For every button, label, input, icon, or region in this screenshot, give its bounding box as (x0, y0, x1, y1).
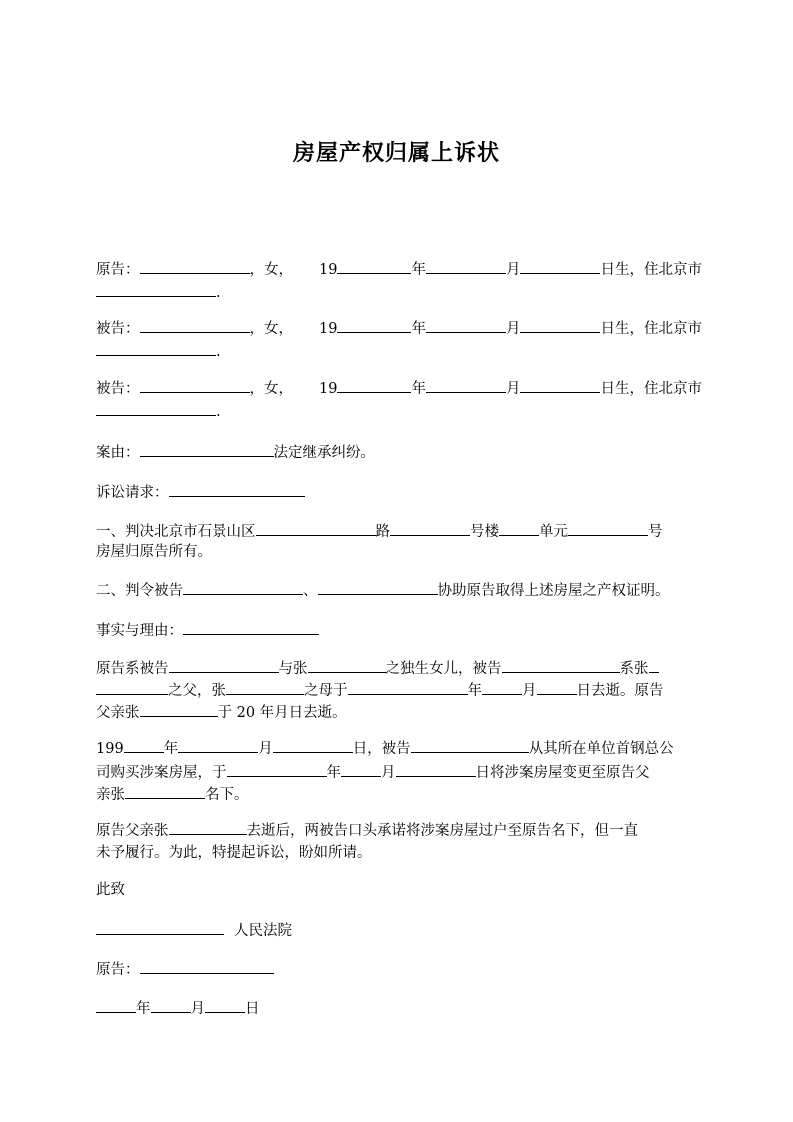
party-line-1: 原告： ，女， 19 年 月 日生，住北京市 (96, 259, 702, 280)
address-blank[interactable] (96, 401, 216, 416)
blank[interactable] (178, 738, 258, 753)
blank[interactable] (308, 658, 386, 673)
blank[interactable] (411, 738, 529, 753)
facts-heading: 事实与理由： (96, 620, 319, 641)
blank[interactable] (273, 738, 353, 753)
year-blank[interactable] (337, 259, 411, 274)
blank[interactable] (649, 658, 659, 673)
claim-1: 一、判决北京市石景山区 路 号楼 单元 号 (96, 521, 663, 542)
claim-1-cont: 房屋归原告所有。 (96, 544, 212, 560)
blank[interactable] (226, 680, 304, 695)
blank[interactable] (482, 680, 522, 695)
fact-2-line-2: 司购买涉案房屋，于 年 月 日将涉案房屋变更至原告父 (96, 762, 650, 783)
claims-blank[interactable] (169, 482, 305, 497)
name-blank[interactable] (140, 318, 250, 333)
day-blank[interactable] (520, 378, 600, 393)
party-line-3: 被告： ，女， 19 年 月 日生，住北京市 (96, 378, 702, 399)
day-blank[interactable] (520, 318, 600, 333)
claim-2: 二、判令被告 、 协助原告取得上述房屋之产权证明。 (96, 580, 670, 601)
cause-line: 案由： 法定继承纠纷。 (96, 442, 375, 463)
unit-blank[interactable] (499, 521, 539, 536)
building-blank[interactable] (390, 521, 470, 536)
facts-blank[interactable] (183, 620, 319, 635)
fact-1-line-3: 父亲张 于 20 年月日去逝。 (96, 702, 347, 723)
plaintiff-signature: 原告： (96, 959, 274, 980)
blank[interactable] (396, 762, 476, 777)
claims-heading: 诉讼请求： (96, 482, 305, 503)
fact-1-line-2: 之父，张 之母于 年 月 日去逝。原告 (96, 680, 664, 701)
signature-blank[interactable] (140, 959, 274, 974)
month-blank[interactable] (426, 378, 506, 393)
year-blank[interactable] (96, 998, 136, 1013)
blank[interactable] (227, 762, 327, 777)
month-blank[interactable] (151, 998, 191, 1013)
day-blank[interactable] (205, 998, 245, 1013)
cause-blank[interactable] (140, 442, 274, 457)
date-line: 年 月 日 (96, 998, 260, 1019)
party-line-2: 被告： ，女， 19 年 月 日生，住北京市 (96, 318, 702, 339)
month-blank[interactable] (426, 318, 506, 333)
blank[interactable] (124, 738, 164, 753)
blank[interactable] (537, 680, 577, 695)
fact-2-line-1: 199 年 月 日，被告 从其所在单位首钢总公 (96, 738, 674, 759)
party-address-1: . (96, 282, 221, 303)
day-blank[interactable] (520, 259, 600, 274)
address-blank[interactable] (96, 341, 216, 356)
party-address-2: . (96, 341, 221, 362)
room-blank[interactable] (568, 521, 648, 536)
blank[interactable] (169, 820, 247, 835)
document-title: 房屋产权归属上诉状 (292, 141, 500, 166)
address-blank[interactable] (96, 282, 216, 297)
blank[interactable] (169, 658, 279, 673)
closing: 此致 (96, 882, 125, 898)
year-blank[interactable] (337, 378, 411, 393)
fact-1-line-1: 原告系被告 与张 之独生女儿，被告 系张 (96, 658, 659, 679)
blank[interactable] (341, 762, 381, 777)
blank[interactable] (96, 680, 168, 695)
fact-2-line-3: 亲张 名下。 (96, 784, 249, 805)
court-line: 人民法院 (96, 920, 292, 941)
street-blank[interactable] (256, 521, 376, 536)
blank[interactable] (125, 784, 205, 799)
blank[interactable] (140, 702, 218, 717)
month-blank[interactable] (426, 259, 506, 274)
blank[interactable] (348, 680, 468, 695)
defendant-blank[interactable] (183, 580, 303, 595)
defendant-blank[interactable] (318, 580, 438, 595)
fact-3-line-1: 原告父亲张 去逝后，两被告口头承诺将涉案房屋过户至原告名下，但一直 (96, 820, 638, 841)
court-blank[interactable] (96, 920, 224, 935)
party-address-3: . (96, 401, 221, 422)
year-blank[interactable] (337, 318, 411, 333)
fact-3-line-2: 未予履行。为此，特提起诉讼，盼如所请。 (96, 845, 372, 861)
blank[interactable] (502, 658, 620, 673)
name-blank[interactable] (140, 259, 250, 274)
name-blank[interactable] (140, 378, 250, 393)
